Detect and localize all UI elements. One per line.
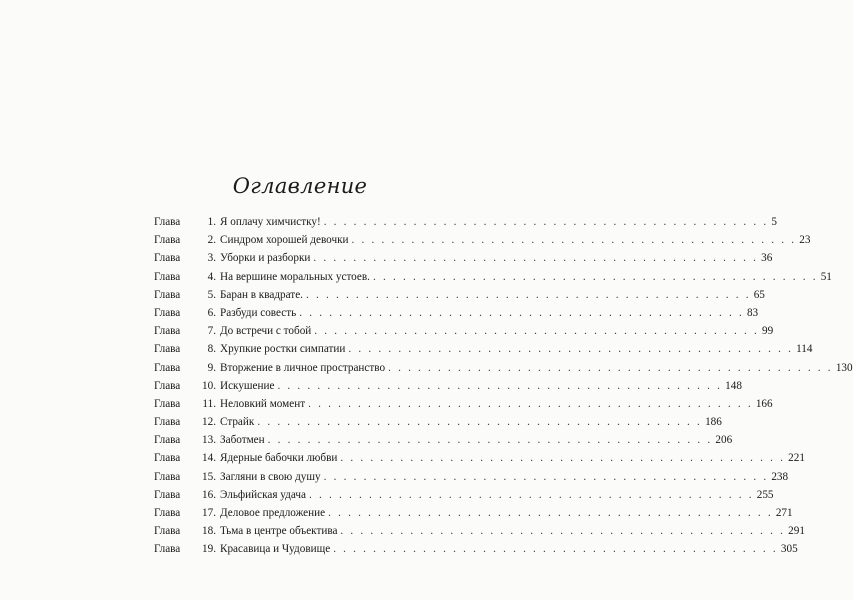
toc-entry bbox=[154, 322, 774, 340]
toc-entry bbox=[154, 268, 832, 286]
chapter-title: Уборки и разборки bbox=[220, 252, 311, 265]
page-number: 305 bbox=[780, 543, 798, 556]
toc-entry bbox=[154, 213, 778, 231]
chapter-label: Глава bbox=[154, 343, 181, 356]
chapter-label: Глава bbox=[154, 361, 181, 374]
chapter-number: 6. bbox=[207, 306, 216, 319]
dot-leader bbox=[324, 213, 769, 231]
dot-leader bbox=[313, 249, 758, 267]
page-number: 65 bbox=[753, 288, 765, 301]
chapter-title: Я оплачу химчистку! bbox=[220, 216, 321, 228]
chapter-number: 10. bbox=[202, 379, 216, 392]
page-number: 166 bbox=[755, 397, 773, 410]
chapter-number: 13. bbox=[202, 434, 216, 447]
dot-leader bbox=[308, 395, 753, 413]
chapter-title: Страйк bbox=[220, 416, 255, 429]
page-number: 255 bbox=[756, 488, 774, 501]
chapter-title: Ядерные бабочки любви bbox=[220, 452, 338, 465]
page-number: 291 bbox=[788, 525, 805, 538]
page-number: 221 bbox=[788, 452, 805, 465]
chapter-label: Глава bbox=[154, 507, 181, 519]
dot-leader bbox=[348, 340, 793, 358]
chapter-label: Глава bbox=[154, 252, 181, 265]
chapter-title: Красавица и Чудовище bbox=[220, 543, 331, 556]
toc-entry bbox=[154, 249, 773, 267]
page-number: 36 bbox=[761, 252, 773, 265]
chapter-title: Вторжение в личное пространство bbox=[220, 361, 386, 374]
chapter-number: 18. bbox=[202, 525, 216, 538]
toc-entry bbox=[154, 486, 774, 504]
toc-entry bbox=[154, 359, 853, 377]
chapter-label: Глава bbox=[154, 397, 181, 410]
page-number: 51 bbox=[820, 270, 832, 283]
chapter-label: Глава bbox=[154, 234, 181, 247]
page-number: 186 bbox=[705, 416, 722, 429]
dot-leader bbox=[277, 377, 722, 395]
chapter-number: 17. bbox=[202, 507, 216, 519]
chapter-title: На вершине моральных устоев. bbox=[220, 270, 370, 283]
toc-entry bbox=[154, 377, 742, 395]
dot-leader bbox=[257, 413, 702, 431]
chapter-title: Неловкий момент bbox=[220, 397, 306, 410]
toc-entry bbox=[154, 286, 765, 304]
chapter-title: Разбуди совесть bbox=[220, 306, 297, 319]
chapter-label: Глава bbox=[154, 288, 181, 301]
dot-leader bbox=[268, 431, 713, 449]
chapter-number: 19. bbox=[202, 543, 216, 556]
chapter-number: 2. bbox=[207, 234, 216, 247]
toc-heading: Оглавление bbox=[232, 174, 368, 198]
page-number: 83 bbox=[746, 306, 759, 319]
toc-entry bbox=[154, 395, 773, 413]
chapter-label: Глава bbox=[154, 216, 181, 228]
chapter-number: 4. bbox=[207, 270, 216, 283]
dot-leader bbox=[314, 322, 759, 340]
chapter-label: Глава bbox=[154, 434, 181, 447]
chapter-number: 9. bbox=[207, 361, 216, 374]
chapter-label: Глава bbox=[154, 525, 181, 538]
chapter-number: 14. bbox=[202, 452, 216, 465]
dot-leader bbox=[333, 540, 778, 558]
chapter-title: Синдром хорошей девочки bbox=[220, 234, 349, 247]
dot-leader bbox=[309, 486, 754, 504]
chapter-title: До встречи с тобой bbox=[220, 325, 312, 338]
page-number: 148 bbox=[725, 379, 742, 392]
chapter-label: Глава bbox=[154, 416, 181, 429]
toc-entry bbox=[154, 304, 759, 322]
toc-entry bbox=[154, 504, 793, 522]
chapter-title: Заботмен bbox=[220, 434, 265, 447]
chapter-title: Эльфийская удача bbox=[220, 488, 306, 501]
chapter-number: 3. bbox=[207, 252, 216, 265]
toc-entry bbox=[154, 468, 789, 486]
page-number: 271 bbox=[775, 507, 793, 519]
chapter-label: Глава bbox=[154, 379, 181, 392]
toc-entry bbox=[154, 413, 722, 431]
dot-leader bbox=[340, 449, 785, 467]
dot-leader bbox=[328, 504, 773, 522]
toc-list bbox=[154, 213, 853, 559]
page-number: 23 bbox=[799, 234, 811, 247]
dot-leader bbox=[324, 468, 769, 486]
dot-leader bbox=[388, 359, 833, 377]
chapter-number: 7. bbox=[207, 325, 216, 338]
chapter-label: Глава bbox=[154, 325, 181, 338]
dot-leader bbox=[373, 268, 818, 286]
chapter-title: Деловое предложение bbox=[220, 507, 326, 519]
chapter-title: Загляни в свою душу bbox=[220, 470, 321, 483]
chapter-label: Глава bbox=[154, 543, 181, 556]
page-number: 99 bbox=[762, 325, 774, 338]
chapter-number: 5. bbox=[207, 288, 216, 301]
dot-leader bbox=[306, 286, 751, 304]
chapter-label: Глава bbox=[154, 270, 181, 283]
chapter-label: Глава bbox=[154, 488, 181, 501]
chapter-number: 15. bbox=[202, 470, 216, 483]
chapter-number: 11. bbox=[202, 397, 216, 410]
dot-leader bbox=[299, 304, 744, 322]
page-number: 5 bbox=[771, 216, 778, 228]
chapter-title: Хрупкие ростки симпатии bbox=[220, 343, 346, 356]
page-number: 206 bbox=[715, 434, 733, 447]
toc-entry bbox=[154, 540, 798, 558]
page-number: 238 bbox=[771, 470, 789, 483]
toc-entry bbox=[154, 431, 733, 449]
page-number: 114 bbox=[796, 343, 813, 356]
chapter-title: Баран в квадрате. bbox=[220, 288, 303, 301]
dot-leader bbox=[340, 522, 785, 540]
toc-entry bbox=[154, 231, 811, 249]
toc-entry bbox=[154, 449, 805, 467]
chapter-title: Тьма в центре объектива bbox=[220, 525, 338, 538]
dot-leader bbox=[352, 231, 797, 249]
toc-entry bbox=[154, 340, 813, 358]
chapter-label: Глава bbox=[154, 470, 181, 483]
chapter-label: Глава bbox=[154, 306, 181, 319]
chapter-label: Глава bbox=[154, 452, 181, 465]
chapter-number: 16. bbox=[202, 488, 216, 501]
toc-entry bbox=[154, 522, 805, 540]
chapter-title: Искушение bbox=[220, 379, 275, 392]
chapter-number: 8. bbox=[207, 343, 216, 356]
page-number: 130 bbox=[835, 361, 853, 374]
chapter-number: 12. bbox=[202, 416, 216, 429]
chapter-number: 1. bbox=[207, 216, 216, 228]
